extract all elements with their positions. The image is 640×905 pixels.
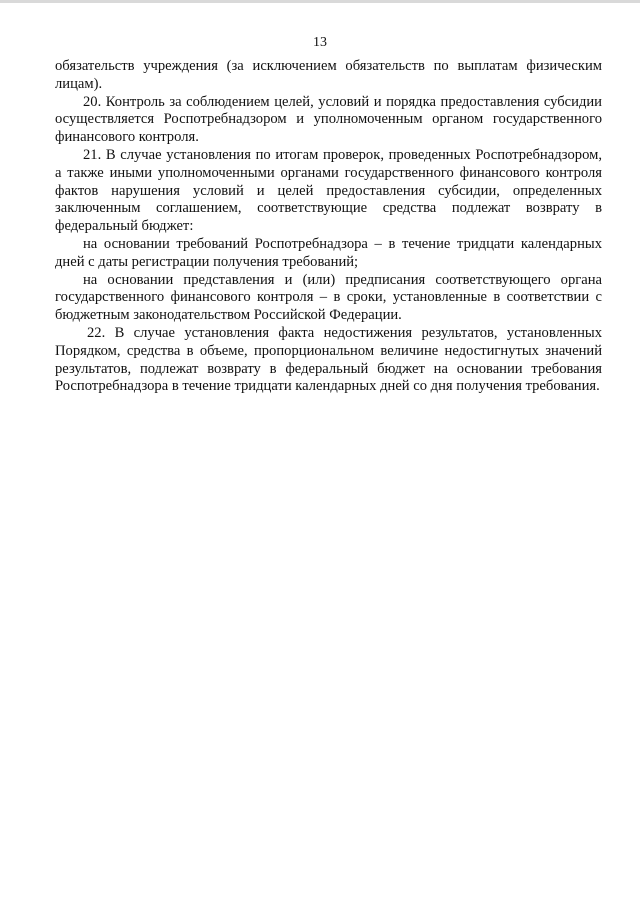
paragraph-22: 22. В случае установления факта недостижения результатов, установленных Порядком, средства в объеме, пропорциональном величине недостигнутых значений результатов, подлежат возврату в федеральный бюджет на основании требования Роспотребнадзора в течение тридцати календарных дней со дня получения требования. [55, 324, 602, 395]
paragraph-21-item-1: на основании требований Роспотребнадзора – в течение тридцати календарных дней с даты регистрации получения требований; [55, 235, 602, 270]
page-number: 13 [313, 35, 327, 50]
paragraph-continuation: обязательств учреждения (за исключением обязательств по выплатам физическим лицам). [55, 58, 602, 92]
paragraph-21: 21. В случае установления по итогам проверок, проведенных Роспотребнадзором, а также иными уполномоченными органами государственного финансового контроля фактов нарушения условий и целей предоставления субсидии, определенных заключенным соглашением, соответствующие средства подлежат возврату в федеральный бюджет: [55, 146, 602, 235]
document-body [55, 58, 602, 396]
paragraph-21-item-2: на основании представления и (или) предписания соответствующего органа государственного финансового контроля – в сроки, установленные в соответствии с бюджетным законодательством Российской Федерации. [55, 271, 602, 324]
paragraph-20: 20. Контроль за соблюдением целей, условий и порядка предоставления субсидии осуществляется Роспотребнадзором и уполномоченным органом государственного финансового контроля. [55, 93, 602, 146]
scan-edge [0, 0, 640, 3]
